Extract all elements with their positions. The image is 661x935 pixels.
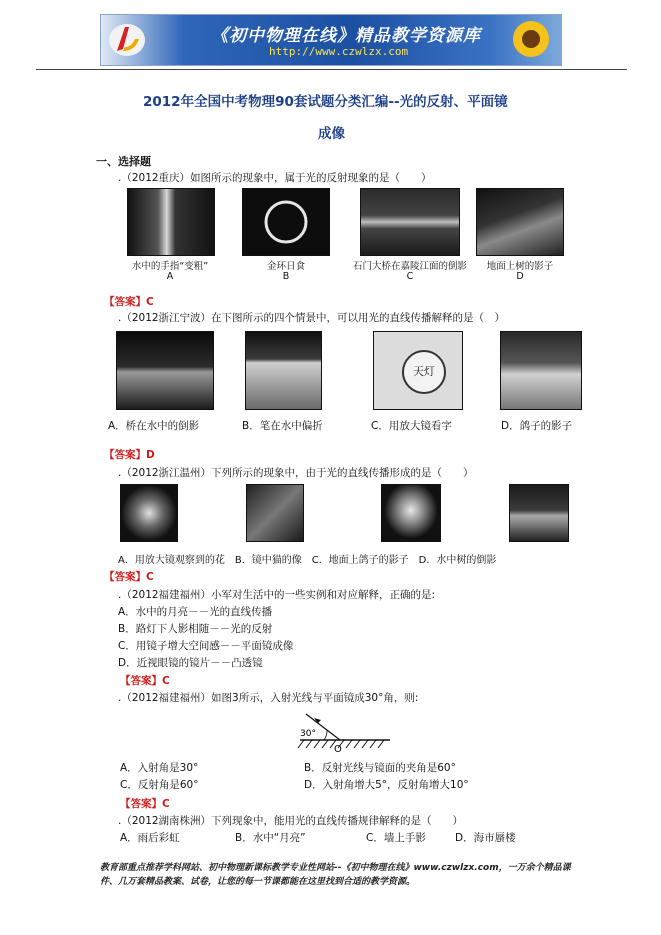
q4-option-a: A．水中的月亮－－光的直线传播 [118,606,273,618]
q3-answer: 【答案】C [104,571,154,583]
q1-answer: 【答案】C [104,296,154,308]
page-footer: 教育部重点推荐学科网站、初中物理新课标教学专业性网站--《初中物理在线》www.czwlzx.com，一万余个精品课件、几万套精品教案、试卷，让您的每一节课都能在这里找到合适的教学资源。 [100,863,571,887]
q1-caption-a: 水中的手指“变粗” [131,261,209,272]
q6-option-d: D．海市蜃楼 [455,832,516,844]
q1-letter-d: D [516,271,524,282]
q5-answer: 【答案】C [120,798,170,810]
header-banner [100,14,562,66]
q4-option-d: D．近视眼镜的镜片－－凸透镜 [118,657,263,669]
q2-photo-b [245,331,322,410]
question-6-stem: .（2012湖南株洲）下列现象中，能用光的直线传播规律解释的是（ ） [118,815,464,827]
page-title: 2012年全国中考物理90套试题分类汇编--光的反射、平面镜 [143,94,508,110]
q1-letter-a: A [166,271,174,282]
q2-answer: 【答案】D [104,449,155,461]
q3-photo-a [120,484,178,542]
q3-photo-c [381,484,441,542]
question-2-stem: .（2012浙江宁波）在下图所示的四个情景中，可以用光的直线传播解释的是（ ） [118,312,506,324]
q1-letter-b: B [282,271,290,282]
q1-photo-d [476,188,564,256]
question-1-stem: .（2012重庆）如图所示的现象中，属于光的反射现象的是（ ） [118,172,432,184]
q5-option-c: C．反射角是60° [120,779,199,791]
magnifier-icon: 天灯 [402,350,446,394]
q5-option-b: B．反射光线与镜面的夹角是60° [304,762,456,774]
q6-option-b: B．水中“月亮” [235,832,306,844]
question-4-stem: .（2012福建福州）小军对生活中的一些实例和对应解释，正确的是: [118,589,436,601]
angle-label: 30° [300,729,316,739]
q1-letter-c: C [406,271,414,282]
q1-caption-b: 金环日食 [266,261,305,272]
site-logo-icon [107,21,147,59]
q6-option-c: C．墙上手影 [366,832,426,844]
question-5-stem: .（2012福建福州）如图3所示，入射光线与平面镜成30°角，则: [118,692,419,704]
q5-option-d: D．入射角增大5°，反射角增大10° [304,779,469,791]
sunflower-icon [501,17,557,63]
q4-option-c: C．用镜子增大空间感－－平面镜成像 [118,640,294,652]
q1-caption-c: 石门大桥在嘉陵江面的倒影 [352,261,467,272]
question-3-stem: .（2012浙江温州）下列所示的现象中，由于光的直线传播形成的是（ ） [118,467,474,479]
q2-caption-d: D．鸽子的影子 [501,420,573,432]
q2-photo-c [373,331,463,410]
page-title-cont: 成像 [318,126,345,142]
q4-answer: 【答案】C [120,675,170,687]
banner-url[interactable]: http://www.czwlzx.com [269,45,409,58]
q2-photo-a [116,331,214,410]
q4-option-b: B．路灯下人影相随－－光的反射 [118,623,273,635]
q1-photo-c [360,188,460,256]
q1-caption-d: 地面上树的影子 [486,261,554,272]
banner-title: 《初中物理在线》精品教学资源库 [211,26,481,46]
q6-option-a: A．雨后彩虹 [120,832,180,844]
header-rule [36,69,627,70]
q1-photo-a [127,188,215,256]
section-heading: 一、选择题 [96,155,151,168]
q3-options: A．用放大镜观察到的花 B．镜中猫的像 C．地面上鸽子的影子 D．水中树的倒影 [118,555,497,566]
eclipse-ring-icon [243,189,329,255]
q3-photo-b [246,484,304,542]
q2-caption-c: C．用放大镜看字 [371,420,452,432]
q5-option-a: A．入射角是30° [120,762,199,774]
q2-caption-b: B．笔在水中偏折 [242,420,323,432]
q3-photo-d [509,484,569,542]
point-label: O [334,744,342,754]
q2-photo-d [500,331,582,410]
mirror-diagram [292,708,396,754]
q2-caption-a: A．桥在水中的倒影 [108,420,200,432]
q1-photo-b [242,188,330,256]
